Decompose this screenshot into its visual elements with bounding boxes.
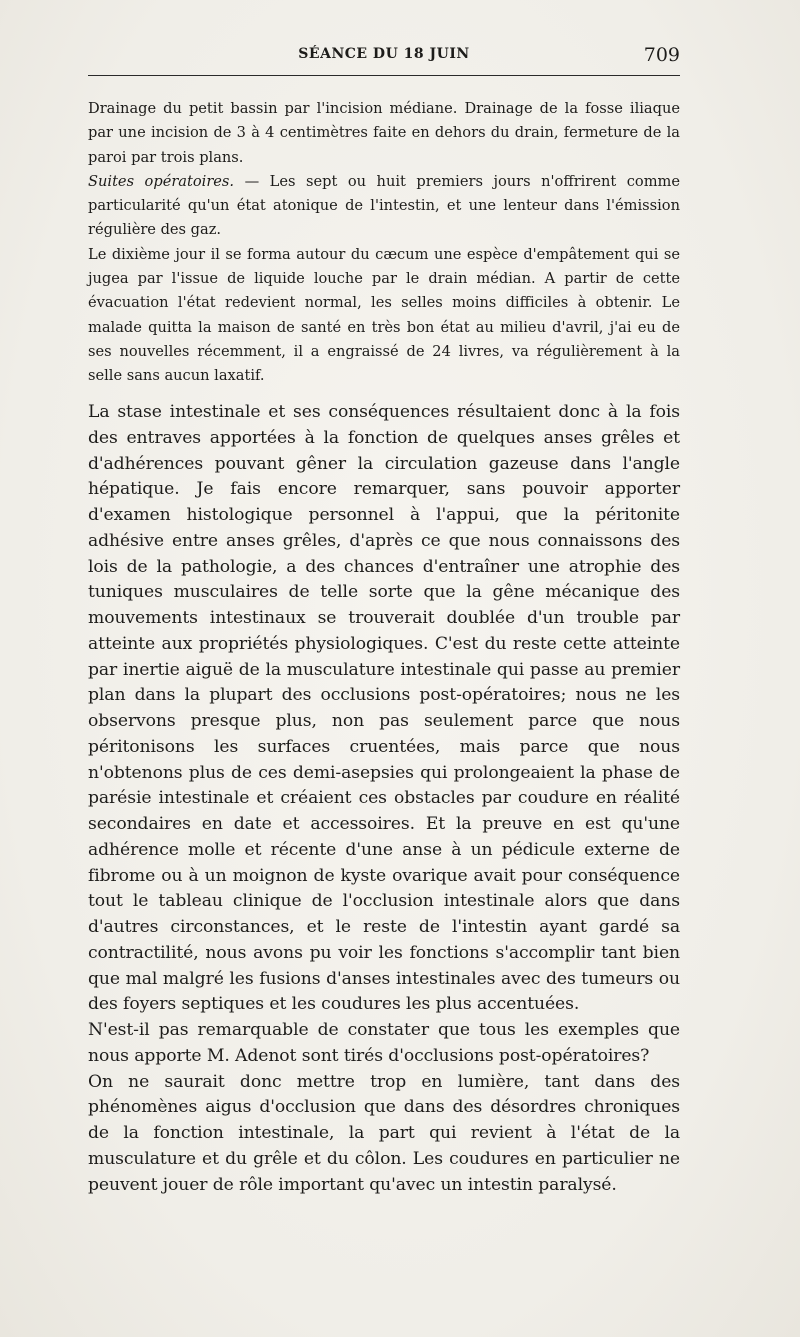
page-header — [88, 44, 680, 70]
discussion-block — [88, 400, 680, 1198]
case-report-block — [88, 97, 680, 389]
header-rule — [88, 75, 680, 76]
discussion-paragraph-conclusion: On ne saurait donc mettre trop en lumière, tant dans des phénomènes aigus d'occlusion que dans des désordres chroniques de la fonction intestinale, la part qui revient à l'état de la musculature et du grêle et du côlon. Les coudures en particulier ne peuvent jouer de rôle important qu'avec un intestin paralysé. — [88, 1071, 680, 1195]
running-head: SÉANCE DU 18 JUIN — [298, 46, 470, 62]
suites-label: Suites opératoires. — [88, 172, 235, 190]
case-paragraph-suites — [88, 170, 680, 243]
case-paragraph-outcome: Le dixième jour il se forma autour du cæcum une espèce d'empâtement qui se jugea par l'issue de liquide louche par le drain médian. A partir de cette évacuation l'état redevient normal, les selles moins difficiles à obtenir. Le malade quitta la maison de santé en très bon état au milieu d'avril, j'ai eu de ses nouvelles récemment, il a engraissé de 24 livres, va régulièrement à la selle sans aucun laxatif. — [88, 245, 680, 385]
case-paragraph-drainage: Drainage du petit bassin par l'incision médiane. Drainage de la fosse iliaque par une incision de 3 à 4 centimètres faite en dehors du drain, fermeture de la paroi par trois plans. — [88, 100, 680, 166]
discussion-paragraph-question: N'est-il pas remarquable de constater que tous les exemples que nous apporte M. Adenot sont tirés d'occlusions post-opératoires? — [88, 1020, 680, 1066]
page-number: 709 — [643, 44, 680, 66]
suites-text: — Les sept ou huit premiers jours n'offrirent comme particularité qu'un état atonique de l'intestin, et une lenteur dans l'émission régulière des gaz. — [88, 172, 681, 239]
discussion-paragraph-stase: La stase intestinale et ses conséquences résultaient donc à la fois des entraves apportées à la fonction de quelques anses grêles et d'adhérences pouvant gêner la circulation gazeuse dans l'angle hépatique. Je fais encore remarquer, sans pouvoir apporter d'examen histologique personnel à l'appui, que la péritonite adhésive entre anses grêles, d'après ce que nous connaissons des lois de la pathologie, a des chances d'entraîner une atrophie des tuniques musculaires de telle sorte que la gêne mécanique des mouvements intestinaux se trouverait doublée d'un trouble par atteinte aux propriétés physiologiques. C'est du reste cette atteinte par inertie aiguë de la musculature intestinale qui passe au premier plan dans la plupart des occlusions post-opératoires; nous ne les observons presque plus, non pas seulement parce que nous péritonisons les surfaces cruentées, mais parce que nous n'obtenons plus de ces demi-asepsies qui prolongeaient la phase de parésie intestinale et créaient ces obstacles par coudure en réalité secondaires en date et accessoires. Et la preuve en est qu'une adhérence molle et récente d'une anse à un pédicule externe de fibrome ou à un moignon de kyste ovarique avait pour conséquence tout le tableau clinique de l'occlusion intestinale alors que dans d'autres circonstances, et le reste de l'intestin ayant gardé sa contractilité, nous avons pu voir les fonctions s'accomplir tant bien que mal malgré les fusions d'anses intestinales avec des tumeurs ou des foyers septiques et les coudures les plus accentuées. — [88, 402, 680, 1015]
